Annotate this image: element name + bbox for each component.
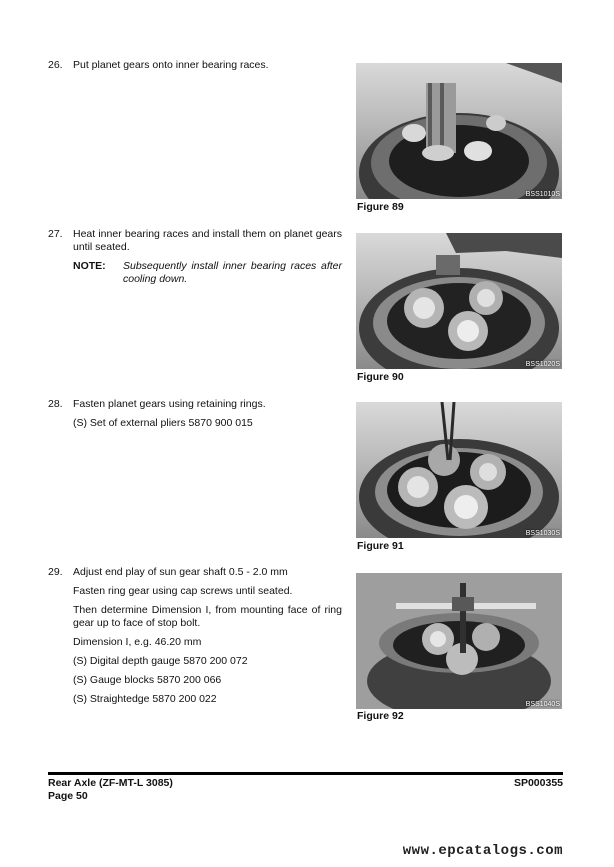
step-text: (S) Digital depth gauge 5870 200 072 bbox=[73, 655, 248, 667]
figure-caption: Figure 91 bbox=[357, 540, 404, 552]
step-28 bbox=[48, 398, 342, 436]
step-text: Heat inner bearing races and install them on planet gears until seated. bbox=[73, 228, 342, 253]
watermark: www.epcatalogs.com bbox=[402, 843, 563, 859]
depth-gauge-photo bbox=[356, 573, 562, 709]
page-number: Page 50 bbox=[48, 790, 88, 802]
planetary-gear-photo bbox=[356, 63, 562, 199]
figure-caption: Figure 92 bbox=[357, 710, 404, 722]
document-code: SP000355 bbox=[513, 777, 563, 789]
step-text: (S) Straightedge 5870 200 022 bbox=[73, 693, 217, 705]
note bbox=[73, 260, 342, 286]
step-text: Then determine Dimension I, from mounting face of ring gear up to face of stop bolt. bbox=[73, 604, 342, 629]
step-number: 26. bbox=[48, 59, 63, 71]
step-27 bbox=[48, 228, 342, 286]
planetary-gear-photo bbox=[356, 233, 562, 369]
note-label: NOTE: bbox=[73, 260, 106, 272]
note-text: Subsequently install inner bearing races after cooling down. bbox=[123, 260, 342, 285]
photo-code: BSS1020S bbox=[525, 361, 560, 368]
step-text: Dimension I, e.g. 46.20 mm bbox=[73, 636, 202, 648]
step-number: 28. bbox=[48, 398, 63, 410]
step-text: Fasten ring gear using cap screws until seated. bbox=[73, 585, 293, 597]
step-number: 29. bbox=[48, 566, 63, 578]
figure-91-photo bbox=[356, 402, 562, 538]
figure-90-photo bbox=[356, 233, 562, 369]
photo-code: BSS1040S bbox=[525, 701, 560, 708]
step-29 bbox=[48, 566, 342, 712]
photo-code: BSS1010S bbox=[525, 191, 560, 198]
figure-caption: Figure 90 bbox=[357, 371, 404, 383]
figure-caption: Figure 89 bbox=[357, 201, 404, 213]
figure-89-photo bbox=[356, 63, 562, 199]
step-text: Adjust end play of sun gear shaft 0.5 - 2.0 mm bbox=[73, 566, 288, 578]
step-number: 27. bbox=[48, 228, 63, 240]
planetary-gear-photo bbox=[356, 402, 562, 538]
step-text: (S) Set of external pliers 5870 900 015 bbox=[73, 417, 253, 429]
step-text: Put planet gears onto inner bearing races. bbox=[73, 59, 269, 71]
figure-92-photo bbox=[356, 573, 562, 709]
footer-title: Rear Axle (ZF-MT-L 3085) bbox=[48, 777, 173, 789]
step-text: Fasten planet gears using retaining rings. bbox=[73, 398, 266, 410]
step-text: (S) Gauge blocks 5870 200 066 bbox=[73, 674, 222, 686]
photo-code: BSS1030S bbox=[525, 530, 560, 537]
step-26 bbox=[48, 59, 342, 78]
footer-rule bbox=[48, 772, 563, 775]
